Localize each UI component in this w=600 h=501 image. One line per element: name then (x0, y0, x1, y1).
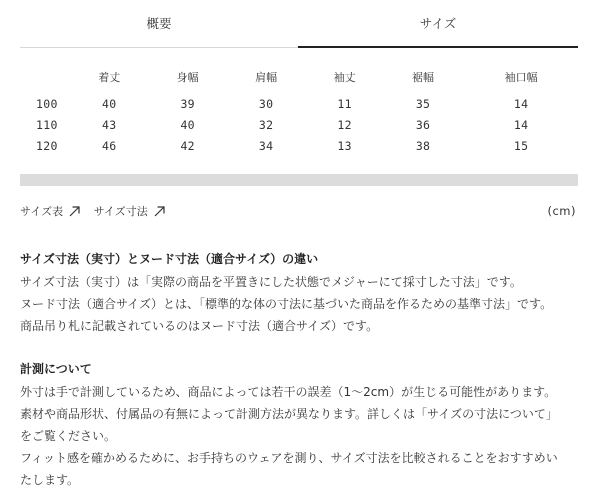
table-cell: 39 (180, 96, 195, 111)
section-text: 素材や商品形状、付属品の有無によって計測方法が異なります。詳しくは「サイズの寸法について」 (20, 407, 558, 421)
column-header: 身幅 (176, 70, 199, 84)
column-header: 裾幅 (412, 70, 435, 84)
column-header: 袖丈 (333, 70, 356, 84)
column-header: 着丈 (98, 70, 121, 84)
section-text: サイズ寸法（実寸）は「実際の商品を平置きにした状態でメジャーにて採寸した寸法」です。 (20, 275, 522, 289)
column-header: 肩幅 (255, 70, 278, 84)
table-cell: 34 (258, 138, 274, 153)
column-header: 袖口幅 (504, 70, 538, 84)
size-chart-link-label: サイズ表 (20, 205, 64, 218)
section-text: たします。 (20, 473, 80, 487)
table-header-row (20, 60, 580, 93)
size-links (20, 203, 175, 219)
table-cell: 46 (102, 138, 117, 153)
table-cell: 42 (180, 138, 195, 153)
table-cell: 14 (513, 117, 529, 132)
row-size: 100 (36, 96, 58, 111)
section-title: サイズ寸法（実寸）とヌード寸法（適合サイズ）の違い (20, 252, 319, 266)
table-cell: 13 (337, 138, 352, 153)
table-cell: 40 (102, 96, 117, 111)
section-text: 外寸は手で計測しているため、商品によっては若干の誤差（1〜2cm）が生じる可能性があります。 (20, 385, 557, 399)
size-dimensions-link-label: サイズ寸法 (93, 205, 148, 218)
table-cell: 36 (415, 117, 431, 132)
section-title: 計測について (20, 362, 92, 376)
table-cell: 15 (513, 138, 529, 153)
table-row (20, 135, 580, 156)
row-size: 120 (36, 138, 58, 153)
size-table (20, 60, 580, 156)
row-size: 110 (36, 117, 58, 132)
table-cell: 30 (258, 96, 274, 111)
table-cell: 11 (337, 96, 352, 111)
external-arrow-icon (69, 206, 80, 217)
size-chart-link[interactable] (20, 203, 80, 219)
column-header (20, 60, 70, 93)
external-arrow-icon (154, 206, 165, 217)
section-text: をご覧ください。 (20, 429, 117, 443)
section-text: 商品吊り札に記載されているのはヌード寸法（適合サイズ）です。 (20, 319, 379, 333)
table-cell: 38 (415, 138, 431, 153)
table-cell: 14 (513, 96, 529, 111)
size-dimensions-link[interactable] (94, 203, 165, 219)
tab-size[interactable]: サイズ (298, 0, 578, 48)
table-cell: 12 (337, 117, 352, 132)
table-cell: 40 (180, 117, 195, 132)
table-cell: 43 (102, 117, 117, 132)
table-row (20, 93, 580, 114)
horizontal-scrollbar[interactable] (20, 174, 578, 186)
table-row (20, 114, 580, 135)
table-cell: 35 (415, 96, 431, 111)
unit-label: (cm) (547, 204, 576, 218)
tab-overview[interactable]: 概要 (20, 0, 298, 48)
section-text: フィット感を確かめるために、お手持ちのウェアを測り、サイズ寸法を比較されることをおすすめい (20, 451, 558, 465)
measurement-section (20, 357, 580, 491)
table-cell: 32 (258, 117, 274, 132)
size-difference-section (20, 247, 580, 337)
section-text: ヌード寸法（適合サイズ）とは、「標準的な体の寸法に基づいた商品を作るための基準寸法」です。 (20, 297, 553, 311)
tab-bar (0, 0, 600, 48)
